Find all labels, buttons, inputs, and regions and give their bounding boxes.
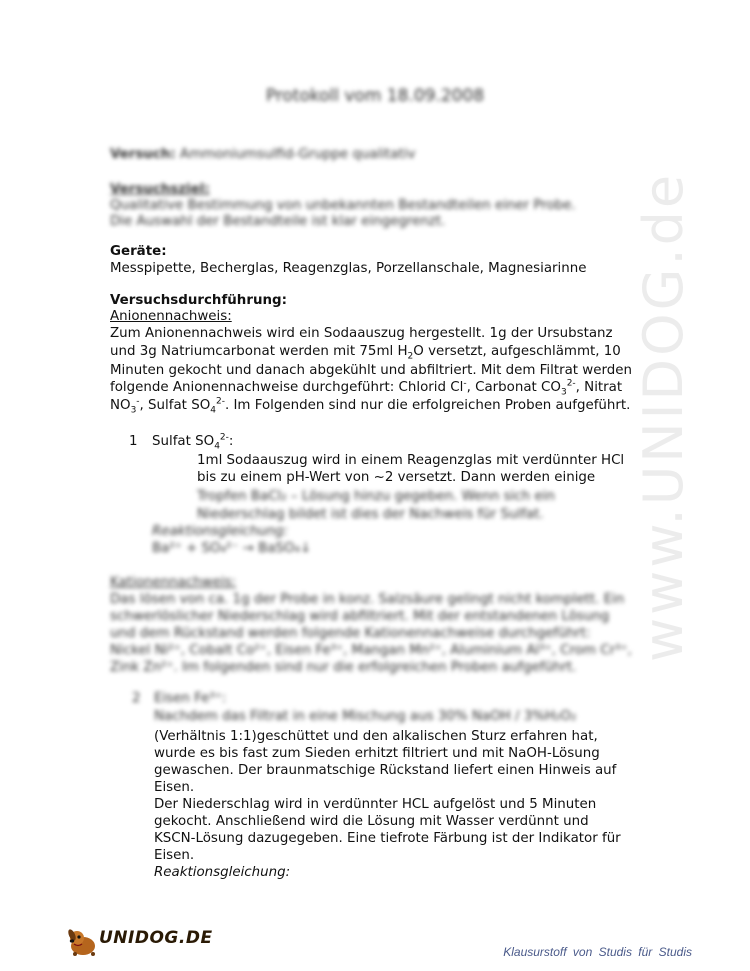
footer-tagline: Klausurstoff von Studis für Studis [503,945,692,959]
watermark: www.UNIDOG.de [632,171,695,662]
item2-line: (Verhältnis 1:1)geschüttet und den alkalischen Sturz erfahren hat, [154,729,598,744]
footer-logo[interactable] [66,924,213,958]
versuchsziel-line: Qualitative Bestimmung von unbekannten Bestandteilen einer Probe. [110,198,576,213]
item2-reaktion-label: Reaktionsgleichung: [154,865,291,880]
anion-label: Anionennachweis: [110,309,232,324]
item2-line: Eisen. [154,780,195,795]
anion-para-line: Zum Anionennachweis wird ein Sodaauszug hergestellt. 1g der Ursubstanz [110,326,613,341]
item2-line: KSCN-Lösung dazugegeben. Eine tiefrote Färbung ist der Indikator für [154,831,621,846]
versuchsziel-label: Versuchsziel: [110,182,210,197]
item2-line: gekocht. Anschließend wird die Lösung mit Wasser verdünnt und [154,814,589,829]
kation-line: schwerlöslicher Niederschlag wird abfiltriert. Mit der entstandenen Lösung [110,609,610,624]
list-item-number: 2 [132,691,141,706]
item2-line: gewaschen. Der braunmatschige Rückstand liefert einen Hinweis auf [154,763,617,778]
versuch-label: Versuch: [110,147,176,162]
list-item-label: Sulfat $SO_4^{2-}$: [152,432,234,452]
versuch-line [110,146,415,164]
list-item-number: 1 [129,434,138,449]
item1-reaktion-label: Reaktionsgleichung: [152,524,289,539]
geraete-text: Messpipette, Becherglas, Reagenzglas, Porzellanschale, Magnesiarinne [110,261,587,276]
versuch-text: Ammoniumsulfid-Gruppe qualitativ [179,147,416,162]
anion-para-line: folgende Anionennachweise durchgeführt: Chlorid Cl-, Carbonat $CO_3^{2-}$, Nitrat [110,378,623,398]
item2-line: wurde es bis fast zum Sieden erhitzt filtriert und mit NaOH-Lösung [154,746,600,761]
page-title: Protokoll vom 18.09.2008 [265,86,485,106]
item2-line: Eisen. [154,848,195,863]
kation-line: Zink Zn²⁺. Im folgenden sind nur die erfolgreichen Proben aufgeführt. [110,660,577,675]
item1-line: Tropfen BaCl₂ – Lösung hinzu gegeben. Wenn sich ein [197,489,555,504]
item1-line: 1ml Sodaauszug wird in einem Reagenzglas mit verdünnter HCl [197,453,625,468]
item2-line: Nachdem das Filtrat in eine Mischung aus 30% NaOH / 3%H₂O₂ [154,709,577,724]
item1-line: bis zu einem pH-Wert von ~2 versetzt. Dann werden einige [197,470,596,485]
item1-line: Niederschlag bildet ist dies der Nachweis für Sulfat. [197,507,544,522]
kation-line: Das lösen von ca. 1g der Probe in konz. Salzsäure gelingt nicht komplett. Ein [110,592,625,607]
kation-line: und dem Rückstand werden folgende Kationennachweise durchgeführt: [110,626,591,641]
anion-para-line: Minuten gekocht und danach abgekühlt und abfiltriert. Mit dem Filtrat werden [110,363,632,378]
anion-para-line: $NO_3^-$, Sulfat $SO_4^{2-}$. Im Folgenden sind nur die erfolgreichen Proben aufgeführt. [110,396,631,416]
dog-logo-icon [66,924,102,958]
item1-reaktion: Ba²⁺ + SO₄²⁻ → BaSO₄↓ [152,541,312,556]
kation-line: Nickel Ni²⁺, Cobalt Co²⁺, Eisen Fe³⁺, Mangan Mn²⁺, Aluminium Al³⁺, Crom Cr³⁺, [110,643,632,658]
list-item-label: Eisen Fe³⁺: [154,691,227,706]
item2-line: Der Niederschlag wird in verdünnter HCL aufgelöst und 5 Minuten [154,797,597,812]
geraete-label: Geräte: [110,244,167,259]
versuchsziel-line: Die Auswahl der Bestandteile ist klar eingegrenzt. [110,214,446,229]
logo-text: UNIDOG.DE [99,928,213,948]
durchfuehrung-label: Versuchsdurchführung: [110,293,287,308]
kation-label: Kationennachweis: [110,575,237,590]
anion-para-line: und 3g Natriumcarbonat werden mit 75ml $H_2O$ versetzt, aufgeschlämmt, 10 [110,344,621,362]
